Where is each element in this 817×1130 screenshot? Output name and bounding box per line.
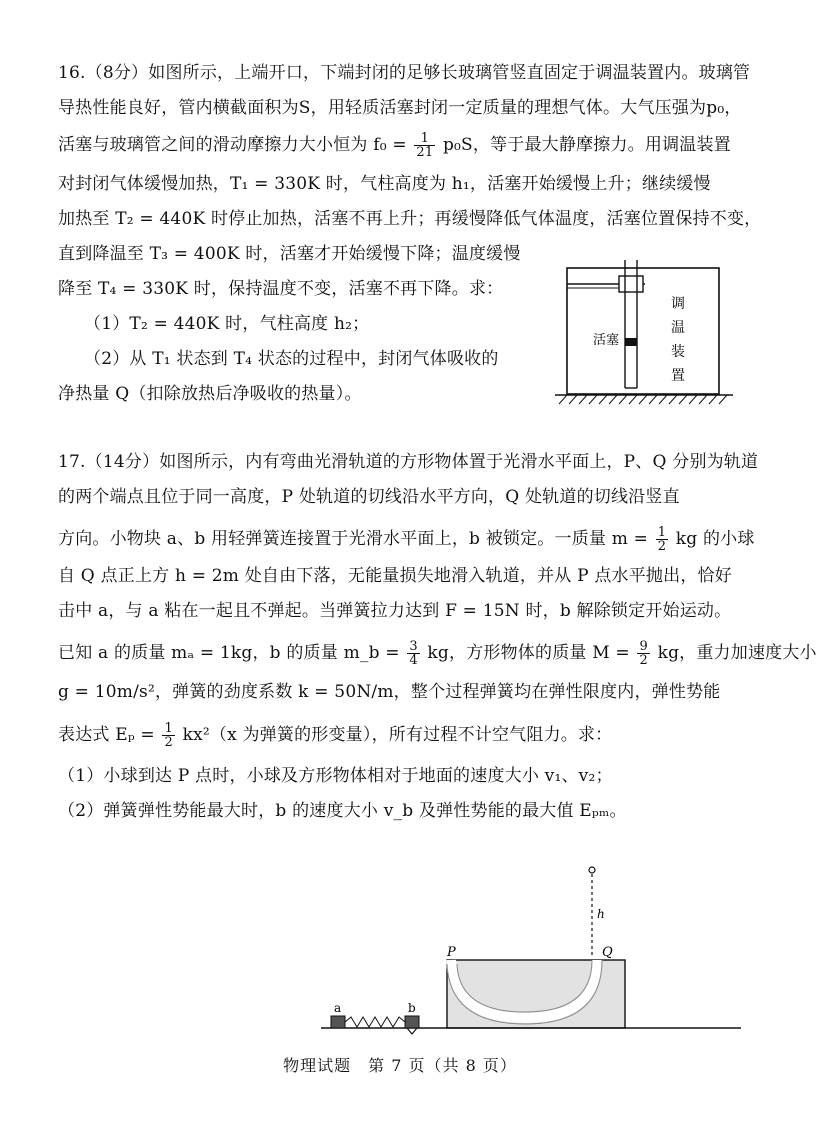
frac-den: 2 <box>657 539 667 554</box>
q17-line-2: 的两个端点且位于同一高度，P 处轨道的切线沿水平方向，Q 处轨道的切线沿竖直 <box>58 487 680 507</box>
q16-figure <box>555 258 735 418</box>
frac-num: 1 <box>164 721 173 736</box>
ground-hatch <box>559 395 727 404</box>
drop-point <box>589 867 595 873</box>
q16-sub-2b: 净热量 Q（扣除放热后净吸收的热量）。 <box>58 384 362 404</box>
piston-label: 活塞 <box>593 333 620 348</box>
q16-line-2: 导热性能良好，管内横截面积为S，用轻质活塞封闭一定质量的理想气体。大气压强为p₀， <box>58 98 742 118</box>
lock-mark <box>407 1028 417 1034</box>
q16-line-5: 加热至 T₂ = 440K 时停止加热，活塞不再上升；再缓慢降低气体温度，活塞位置保持不变， <box>58 209 762 229</box>
device-label-1: 调 <box>671 296 685 312</box>
frac-num: 3 <box>409 639 418 654</box>
q16-friction-fraction <box>414 132 435 159</box>
q16-line-1: 16.（8分）如图所示，上端开口，下端封闭的足够长玻璃管竖直固定于调温装置内。玻璃管 <box>58 63 751 83</box>
q17-line-6a: 已知 a 的质量 mₐ = 1kg，b 的质量 m_b = <box>58 643 400 663</box>
q17-sub-2: （2）弹簧弹性势能最大时，b 的速度大小 v_b 及弹性势能的最大值 Eₚₘ。 <box>58 801 627 821</box>
q17-mb-fraction <box>407 640 419 667</box>
q16-line-6: 直到降温至 T₃ = 400K 时，活塞才开始缓慢下降；温度缓慢 <box>58 244 521 264</box>
q17-line-8a: 表达式 Eₚ = <box>58 725 155 745</box>
q17-line-3 <box>58 526 755 553</box>
q16-sub-1: （1）T₂ = 440K 时，气柱高度 h₂； <box>84 314 370 334</box>
device-label-3: 装 <box>671 344 685 360</box>
frac-num: 1 <box>657 525 667 540</box>
q17-line-8 <box>58 722 612 749</box>
frac-num: 9 <box>639 639 648 654</box>
q17-line-8b: kx²（x 为弹簧的形变量），所有过程不计空气阻力。求： <box>182 725 613 745</box>
q17-figure <box>315 860 755 1040</box>
q16-line-3a: 活塞与玻璃管之间的滑动摩擦力大小恒为 f₀ = <box>58 135 407 155</box>
q17-line-3a: 方向。小物块 a、b 用轻弹簧连接置于光滑水平面上，b 被锁定。一质量 m = <box>58 529 649 549</box>
page-footer: 物理试题 第 7 页（共 8 页） <box>283 1056 517 1075</box>
q17-line-7: g = 10m/s²，弹簧的劲度系数 k = 50N/m，整个过程弹簧均在弹性限度内，弹性势能 <box>58 682 721 702</box>
frac-den: 4 <box>409 653 418 668</box>
label-P: P <box>447 945 456 960</box>
q17-ep-fraction <box>162 722 174 749</box>
label-Q: Q <box>602 945 613 960</box>
frac-den: 21 <box>416 145 434 160</box>
q17-line-6b: kg，方形物体的质量 M = <box>427 643 630 663</box>
q17-line-3b: kg 的小球 <box>675 529 755 549</box>
q17-line-1: 17.（14分）如图所示，内有弯曲光滑轨道的方形物体置于光滑水平面上，P、Q 分别为轨道 <box>58 452 759 472</box>
device-label-2: 温 <box>671 320 685 336</box>
block-a <box>331 1016 345 1028</box>
q16-line-7: 降至 T₄ = 330K 时，保持温度不变，活塞不再下降。求： <box>58 279 504 299</box>
q17-M-fraction <box>637 640 649 667</box>
frac-den: 2 <box>639 653 648 668</box>
q16-line-4: 对封闭气体缓慢加热，T₁ = 330K 时，气柱高度为 h₁，活塞开始缓慢上升；继续缓慢 <box>58 174 711 194</box>
frac-den: 2 <box>164 735 173 750</box>
device-label-4: 置 <box>671 368 685 384</box>
q17-line-5: 击中 a，与 a 粘在一起且不弹起。当弹簧拉力达到 F = 15N 时，b 解除锁定开始运动。 <box>58 601 732 621</box>
q17-line-4: 自 Q 点正上方 h = 2m 处自由下落，无能量损失地滑入轨道，并从 P 点水平抛出，恰好 <box>58 566 732 586</box>
q16-sub-2a: （2）从 T₁ 状态到 T₄ 状态的过程中，封闭气体吸收的 <box>84 349 499 369</box>
q17-line-6c: kg，重力加速度大小 <box>657 643 817 663</box>
tube-clamp <box>619 276 643 292</box>
label-b: b <box>408 1001 416 1015</box>
q16-line-3 <box>58 132 731 159</box>
piston <box>625 338 637 346</box>
q17-sub-1: （1）小球到达 P 点时，小球及方形物体相对于地面的速度大小 v₁、v₂； <box>58 766 613 786</box>
h-label: h <box>597 907 605 921</box>
q16-line-3b: p₀S，等于最大静摩擦力。用调温装置 <box>442 135 731 155</box>
label-a: a <box>334 1001 342 1015</box>
spring <box>345 1017 405 1027</box>
block-b <box>405 1016 419 1028</box>
q17-line-6 <box>58 640 817 667</box>
q17-m-fraction <box>656 526 668 553</box>
frac-num: 1 <box>414 132 435 146</box>
